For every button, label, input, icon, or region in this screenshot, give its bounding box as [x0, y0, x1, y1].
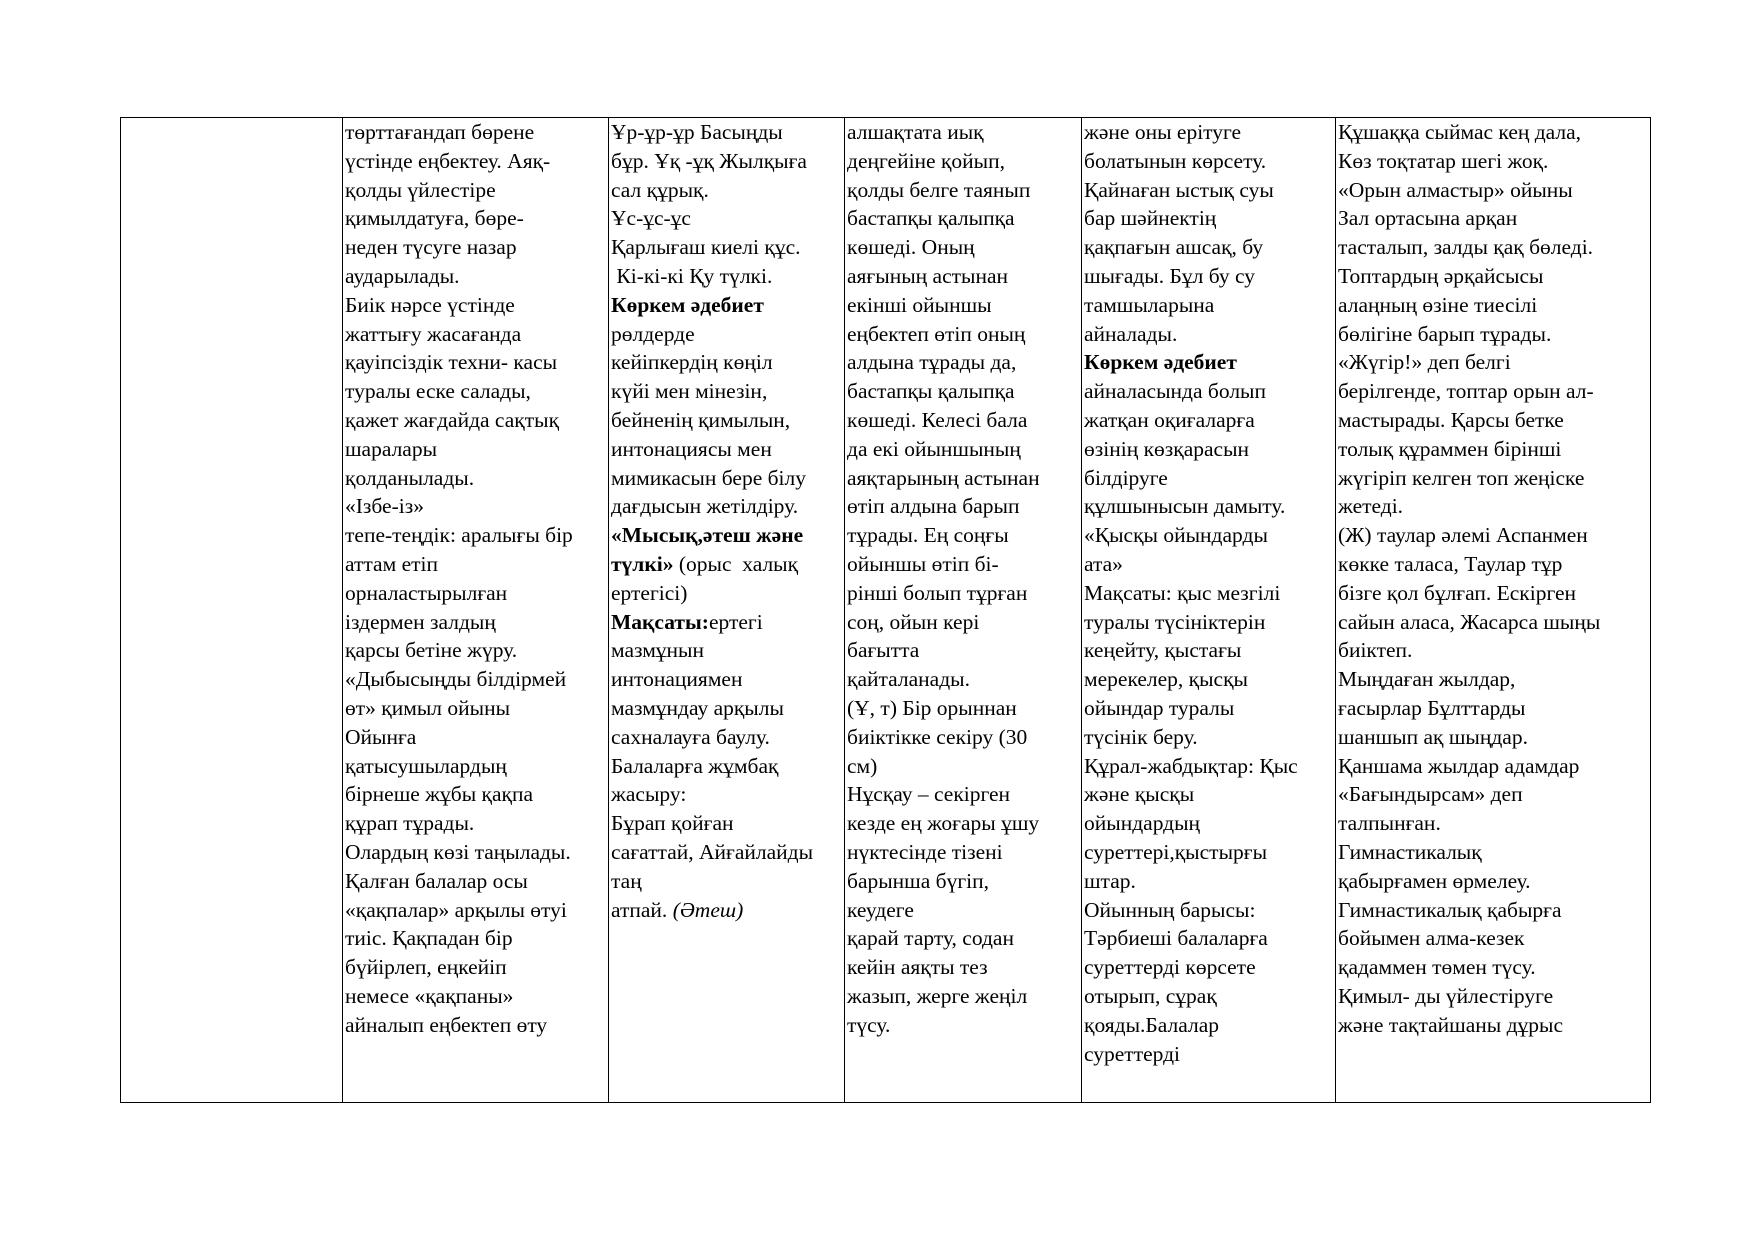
cell-text-line: суреттерді көрсете — [1084, 955, 1256, 980]
cell-text-line: бізге қол бұлғап. Ескірген — [1338, 580, 1577, 605]
cell-text-line: ата» — [1084, 551, 1123, 576]
cell-text-line: тұрады. Ең соңғы — [847, 523, 1009, 548]
cell-text-line: тамшыларына — [1084, 292, 1215, 317]
cell-text-line: екінші ойыншы — [847, 292, 992, 317]
cell-text-line: күйі мен мінезін, — [611, 379, 768, 404]
cell-text-line: болатынын көрсету. — [1084, 148, 1267, 173]
table-cell-col4 — [845, 118, 1082, 1103]
cell-text-line: Тәрбиеші балаларға — [1084, 926, 1268, 951]
cell-text-line: бірнеше жұбы қақпа — [345, 782, 534, 807]
cell-text-line: мерекелер, қысқы — [1084, 667, 1248, 692]
cell-text-line: Ойынның барысы: — [1084, 897, 1256, 922]
story-origin: (орыс халық — [673, 551, 799, 576]
cell-text-line: қимылдатуға, бөре- — [345, 206, 524, 231]
table-row — [121, 118, 1651, 1103]
cell-text-line: кейін аяқты тез — [847, 955, 988, 980]
cell-text-line: алшақтата иық — [847, 120, 984, 144]
cell-text-line: ертегісі) — [611, 580, 688, 605]
cell-text-line: рөлдерде — [611, 321, 695, 346]
cell-text-line: биіктеп. — [1338, 638, 1413, 663]
cell-text-line: Балаларға жұмбақ — [611, 753, 779, 778]
cell-text-line: соң, ойын кері — [847, 609, 980, 634]
cell-text-line: Мыңдаған жылдар, — [1338, 667, 1516, 692]
cell-text-line — [611, 896, 844, 925]
cell-text-line: интонациямен — [611, 667, 743, 692]
cell-text-line: бастапқы қалыпқа — [847, 379, 1015, 404]
cell-text-line: Құшаққа сыймас кең дала, — [1338, 120, 1582, 144]
section-heading: Көркем әдебиет — [1084, 350, 1237, 375]
cell-text-line: жазып, жерге жеңіл — [847, 983, 1028, 1008]
cell-text-line: аяқтарының астынан — [847, 465, 1040, 490]
cell-text-line: қолды белге таянып — [847, 177, 1031, 202]
cell-text-line: түсу. — [847, 1012, 891, 1037]
cell-text-line: Биік нәрсе үстінде — [345, 292, 515, 317]
cell-text-line: туралы түсініктерін — [1084, 609, 1266, 634]
cell-text-line: барынша бүгіп, — [847, 868, 990, 893]
cell-text-line: ойындардың — [1084, 811, 1201, 836]
table-cell-col5 — [1082, 118, 1336, 1103]
cell-text-line: жаттығу жасағанда — [345, 321, 522, 346]
cell-text-line: суреттері,қыстырғы — [1084, 839, 1268, 864]
cell-text-line: деңгейіне қойып, — [847, 148, 1005, 173]
riddle-answer: (Әтеш) — [672, 897, 744, 922]
cell-text-line: да екі ойыншының — [847, 436, 1021, 461]
cell-text-line: дағдысын жетілдіру. — [611, 494, 799, 519]
table-cell-col1 — [121, 118, 343, 1103]
cell-text-line: Нұсқау – секірген — [847, 782, 1011, 807]
cell-text-line: мастырады. Қарсы бетке — [1338, 407, 1564, 432]
cell-text-line: бұр. Ұқ -ұқ Жылқыға — [611, 148, 807, 173]
cell-text-line: «Жүгір!» деп белгі — [1338, 350, 1511, 375]
cell-text-line: жүгіріп келген топ жеңіске — [1338, 465, 1585, 490]
cell-text-line: өт» қимыл ойыны — [345, 695, 511, 720]
cell-text-line: бойымен алма-кезек — [1338, 926, 1525, 951]
cell-text-line: туралы еске салады, — [345, 379, 531, 404]
cell-text-line: сайын аласа, Жасарса шыңы — [1338, 609, 1601, 634]
cell-text-line: Құрал-жабдықтар: Қыс — [1084, 753, 1298, 778]
cell-text-line: мимикасын бере білу — [611, 465, 807, 490]
cell-text-line: төрттағандап бөрене — [345, 120, 535, 144]
lesson-plan-table — [120, 117, 1651, 1103]
cell-text-line: Кі-кі-кі Қу түлкі. — [611, 263, 773, 288]
cell-text-line: «Бағындырсам» деп — [1338, 782, 1523, 807]
cell-text-line: бағытта — [847, 638, 920, 663]
goal-text: ертегі — [708, 609, 763, 634]
cell-text-line: тасталып, залды қақ бөледі. — [1338, 235, 1594, 260]
cell-text-line: нүктесінде тізені — [847, 839, 1003, 864]
cell-text-line: үстінде еңбектеу. Аяқ- — [345, 148, 551, 173]
cell-text-line: отырып, сұрақ — [1084, 983, 1217, 1008]
cell-text-line: биіктікке секіру (30 — [847, 724, 1028, 749]
cell-text-line: Ұс-ұс-ұс — [611, 206, 691, 231]
cell-text-line: білдіруге — [1084, 465, 1168, 490]
cell-text-line: іздермен залдың — [345, 609, 496, 634]
cell-text-line: штар. — [1084, 868, 1136, 893]
cell-text-line: сал құрық. — [611, 177, 709, 202]
cell-text-line: айналасында болып — [1084, 379, 1266, 404]
cell-text-line: бастапқы қалыпқа — [847, 206, 1015, 231]
cell-text-line: сағаттай, Айғайлайды — [611, 839, 814, 864]
cell-text-line: және қысқы — [1084, 782, 1195, 807]
cell-text-line: «Дыбысыңды білдірмей — [345, 667, 567, 692]
cell-text-line: құрап тұрады. — [345, 811, 475, 836]
cell-text-line: алаңның өзіне тиесілі — [1338, 292, 1538, 317]
cell-text-line: шаншып ақ шыңдар. — [1338, 724, 1528, 749]
cell-text-line: таң — [611, 868, 642, 893]
cell-text-line: Мақсаты: қыс мезгілі — [1084, 580, 1281, 605]
table-cell-col6 — [1336, 118, 1651, 1103]
cell-text-line: қарсы бетіне жүру. — [345, 638, 518, 663]
cell-text-line: Қаншама жылдар адамдар — [1338, 753, 1580, 778]
cell-text-line: Қайнаған ыстық суы — [1084, 177, 1274, 202]
riddle-end: атпай. — [611, 897, 673, 922]
cell-text-line: талпынған. — [1338, 811, 1441, 836]
cell-text-line: Қарлығаш киелі құс. — [611, 235, 801, 260]
cell-text-line: Ұр-ұр-ұр Басыңды — [611, 120, 783, 144]
cell-text-line: толық құраммен бірінші — [1338, 436, 1562, 461]
cell-text-line: бөлігіне барып тұрады. — [1338, 321, 1552, 346]
cell-text-line: қажет жағдайда сақтық — [345, 407, 560, 432]
cell-text-line: аттам етіп — [345, 551, 438, 576]
goal-label: Мақсаты: — [611, 609, 709, 634]
cell-text-line: қауіпсіздік техни- касы — [345, 350, 558, 375]
cell-text-line: көкке таласа, Таулар тұр — [1338, 551, 1563, 576]
cell-text-line: бар шәйнектің — [1084, 206, 1217, 231]
cell-text-line: көшеді. Оның — [847, 235, 975, 260]
cell-text-line: орналастырылған — [345, 580, 508, 605]
cell-text-line: қолды үйлестіре — [345, 177, 496, 202]
cell-text-line: «қақпалар» арқылы өтуі — [345, 897, 567, 922]
cell-text-line: (Ж) таулар әлемі Аспанмен — [1338, 523, 1588, 548]
story-title: «Мысық,әтеш және — [611, 523, 804, 548]
cell-text-line: және оны ерітуге — [1084, 120, 1242, 144]
cell-text-line: кеңейту, қыстағы — [1084, 638, 1242, 663]
cell-text-line: «Қысқы ойындарды — [1084, 523, 1268, 548]
cell-text-line: рінші болып тұрған — [847, 580, 1028, 605]
cell-text-line: Қалған балалар осы — [345, 868, 528, 893]
cell-text-line: ойыншы өтіп бі- — [847, 551, 999, 576]
cell-text-line: көшеді. Келесі бала — [847, 407, 1028, 432]
cell-text-line: бүйірлеп, еңкейіп — [345, 955, 507, 980]
cell-text-line: тепе-теңдік: аралығы бір — [345, 523, 573, 548]
cell-text-line: Олардың көзі таңылады. — [345, 839, 571, 864]
cell-text-line: қолданылады. — [345, 465, 475, 490]
cell-text-line: Бұрап қойған — [611, 811, 734, 836]
cell-text-line: қақпағын ашсақ, бу — [1084, 235, 1264, 260]
cell-text-line: қабырғамен өрмелеу. — [1338, 868, 1531, 893]
cell-text-line: неден түсуге назар — [345, 235, 517, 260]
cell-text-line: қайталанады. — [847, 667, 970, 692]
cell-text-line: «Ізбе-із» — [345, 494, 424, 519]
cell-text-line: өзінің көзқарасын — [1084, 436, 1250, 461]
cell-text-line: қояды.Балалар — [1084, 1012, 1219, 1037]
cell-text-line: аяғының астынан — [847, 263, 1009, 288]
cell-text-line: интонациясы мен — [611, 436, 772, 461]
cell-text-line: кейіпкердің көңіл — [611, 350, 773, 375]
cell-text-line: тиіс. Қақпадан бір — [345, 926, 513, 951]
cell-text-line: жатқан оқиғаларға — [1084, 407, 1255, 432]
story-title-cont: түлкі» — [611, 551, 674, 576]
cell-text-line: түсінік беру. — [1084, 724, 1198, 749]
cell-text-line: және тақтайшаны дұрыс — [1338, 1012, 1564, 1037]
cell-text-line — [611, 608, 844, 637]
cell-text-line: Зал ортасына арқан — [1338, 206, 1518, 231]
cell-text-line: өтіп алдына барып — [847, 494, 1020, 519]
cell-text-line: қарай тарту, содан — [847, 926, 1014, 951]
cell-text-line: айналып еңбектеп өту — [345, 1012, 548, 1037]
cell-text-line: Гимнастикалық — [1338, 839, 1482, 864]
cell-text-line: Қимыл- ды үйлестіруге — [1338, 983, 1554, 1008]
cell-text-line: құлшынысын дамыту. — [1084, 494, 1286, 519]
cell-text-line: жасыру: — [611, 782, 687, 807]
cell-text-line: ғасырлар Бұлттарды — [1338, 695, 1526, 720]
cell-text-line: см) — [847, 753, 878, 778]
cell-text-line: кеудеге — [847, 897, 914, 922]
cell-text-line: сахналауға баулу. — [611, 724, 770, 749]
cell-text-line: бейненің қимылын, — [611, 407, 791, 432]
section-heading: Көркем әдебиет — [611, 292, 764, 317]
cell-text-line: кезде ең жоғары ұшу — [847, 811, 1040, 836]
cell-text-line: мазмұндау арқылы — [611, 695, 784, 720]
cell-text-line: алдына тұрады да, — [847, 350, 1017, 375]
cell-text-line: қадаммен төмен түсу. — [1338, 955, 1536, 980]
cell-text-line: қатысушылардың — [345, 753, 507, 778]
cell-text-line: жетеді. — [1338, 494, 1404, 519]
cell-text-line: берілгенде, топтар орын ал- — [1338, 379, 1594, 404]
cell-text-line: (Ұ, т) Бір орыннан — [847, 695, 1017, 720]
cell-text-line: Топтардың әрқайсысы — [1338, 263, 1544, 288]
cell-text-line: ойындар туралы — [1084, 695, 1235, 720]
cell-text-line: немесе «қақпаны» — [345, 983, 514, 1008]
table-cell-col3 — [609, 118, 845, 1103]
cell-text-line: Гимнастикалық қабырға — [1338, 897, 1562, 922]
cell-text-line: Ойынға — [345, 724, 417, 749]
cell-text-line: еңбектеп өтіп оның — [847, 321, 1026, 346]
cell-text-line: аударылады. — [345, 263, 460, 288]
cell-text-line — [611, 550, 844, 579]
cell-text-line: «Орын алмастыр» ойыны — [1338, 177, 1573, 202]
cell-text-line: мазмұнын — [611, 638, 705, 663]
table-cell-col2 — [343, 118, 609, 1103]
cell-text-line: суреттерді — [1084, 1041, 1181, 1066]
cell-text-line: айналады. — [1084, 321, 1178, 346]
cell-text-line: шығады. Бұл бу су — [1084, 263, 1255, 288]
cell-text-line: шаралары — [345, 436, 438, 461]
cell-text-line: Көз тоқтатар шегі жоқ. — [1338, 148, 1549, 173]
